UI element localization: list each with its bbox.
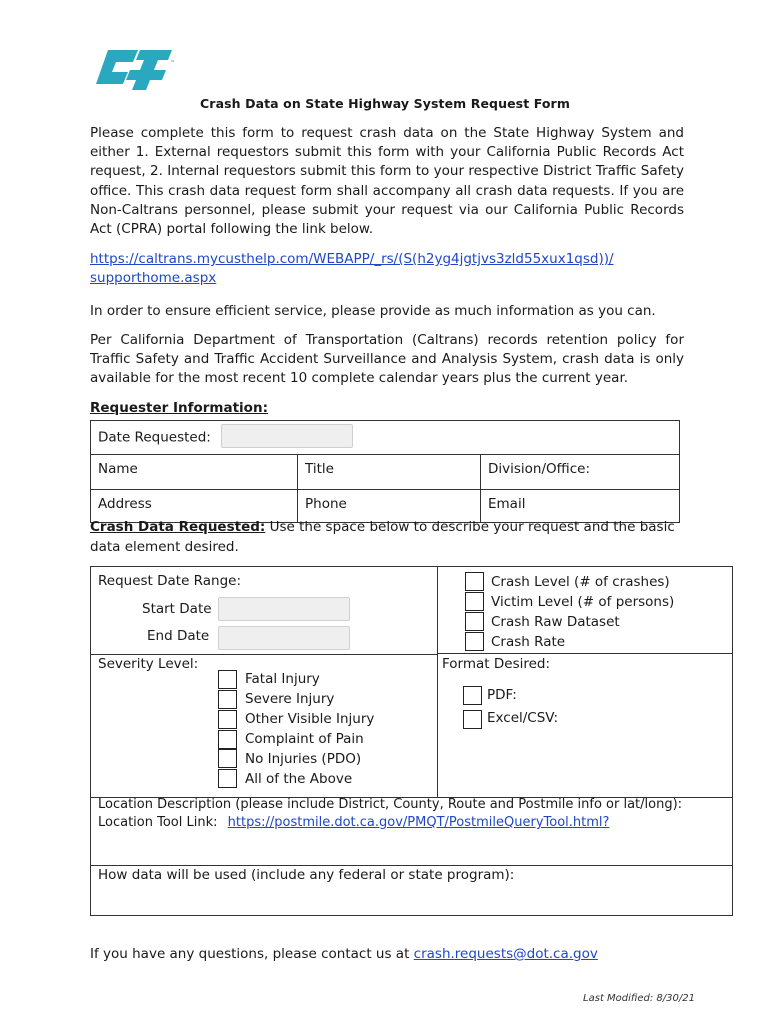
- crash-rate-label: Crash Rate: [491, 634, 566, 650]
- crash-data-box: [90, 566, 733, 916]
- victim-level-label: Victim Level (# of persons): [491, 594, 675, 610]
- pdf-checkbox[interactable]: [463, 686, 482, 705]
- date-requested-cell: [91, 421, 680, 455]
- contact-email-link[interactable]: crash.requests@dot.ca.gov: [413, 946, 598, 962]
- location-tool-link[interactable]: https://postmile.dot.ca.gov/PMQT/PostmileQueryTool.html?: [227, 815, 610, 830]
- email-label: Email: [488, 496, 526, 512]
- row-divider-right: [437, 653, 732, 654]
- division-label: Division/Office:: [488, 461, 590, 477]
- date-range-label: Request Date Range:: [98, 573, 242, 589]
- severity-label: Severity Level:: [98, 656, 199, 672]
- excel-csv-checkbox[interactable]: [463, 710, 482, 729]
- date-requested-label: Date Requested:: [98, 429, 211, 446]
- severe-injury-checkbox[interactable]: [218, 690, 237, 709]
- date-requested-input[interactable]: [221, 424, 353, 448]
- victim-level-checkbox[interactable]: [465, 592, 484, 611]
- end-date-input[interactable]: [218, 626, 350, 650]
- excel-csv-label: Excel/CSV:: [487, 710, 558, 726]
- form-title: Crash Data on State Highway System Request Form: [200, 96, 570, 111]
- requester-heading: Requester Information:: [90, 400, 268, 416]
- severe-injury-label: Severe Injury: [245, 691, 335, 707]
- contact-text: If you have any questions, please contact us at: [90, 946, 414, 962]
- cpra-link[interactable]: [90, 250, 684, 288]
- title-label: Title: [305, 461, 334, 477]
- retention-policy-text: Per California Department of Transportation (Caltrans) records retention policy for Traffic Safety and Traffic Accident Surveillance and Analysis System, crash data is only available for the most recent 10 complete calendar years plus the current year.: [90, 332, 684, 387]
- intro-paragraph: Please complete this form to request crash data on the State Highway System and either 1. External requestors submit this form with your California Public Records Act request, 2. Internal requestors submit this form to your respective District Traffic Safety office. This crash data request form shall accompany all crash data requests. If you are Non-Caltrans personnel, please submit your request via our California Public Records Act (CPRA) portal following the link below.: [90, 125, 684, 238]
- crash-data-heading-bold: Crash Data Requested:: [90, 519, 266, 535]
- address-label: Address: [98, 496, 152, 512]
- all-of-the-above-label: All of the Above: [245, 771, 353, 787]
- pdf-label: PDF:: [487, 687, 517, 703]
- crash-data-heading: [90, 518, 684, 557]
- row-divider-left: [91, 654, 437, 655]
- complaint-of-pain-label: Complaint of Pain: [245, 731, 364, 747]
- contact-line: [90, 946, 598, 962]
- start-date-label: Start Date: [142, 601, 212, 617]
- fatal-injury-label: Fatal Injury: [245, 671, 320, 687]
- name-label: Name: [98, 461, 138, 477]
- other-visible-injury-checkbox[interactable]: [218, 710, 237, 729]
- last-modified: Last Modified: 8/30/21: [583, 993, 695, 1004]
- usage-label: How data will be used (include any federal or state program):: [98, 867, 515, 883]
- crash-raw-dataset-checkbox[interactable]: [465, 612, 484, 631]
- crash-data-description: Use the space below to describe your request and the basic data element desired.: [90, 519, 675, 555]
- name-cell[interactable]: [91, 455, 298, 490]
- location-description-label: Location Description (please include District, County, Route and Postmile info or lat/long):: [98, 797, 683, 812]
- other-visible-injury-label: Other Visible Injury: [245, 711, 375, 727]
- svg-text:™: ™: [170, 60, 175, 66]
- crash-rate-checkbox[interactable]: [465, 632, 484, 651]
- crash-level-checkbox[interactable]: [465, 572, 484, 591]
- cpra-link-line2[interactable]: supporthome.aspx: [90, 270, 217, 287]
- division-cell[interactable]: [481, 455, 680, 490]
- efficient-service-text: In order to ensure efficient service, please provide as much information as you can.: [90, 303, 656, 319]
- location-tool-row: [98, 815, 609, 830]
- all-of-the-above-checkbox[interactable]: [218, 769, 237, 788]
- no-injuries-label: No Injuries (PDO): [245, 751, 362, 767]
- title-cell[interactable]: [298, 455, 481, 490]
- fatal-injury-checkbox[interactable]: [218, 670, 237, 689]
- start-date-input[interactable]: [218, 597, 350, 621]
- crash-level-label: Crash Level (# of crashes): [491, 574, 670, 590]
- column-divider: [437, 567, 438, 797]
- crash-raw-dataset-label: Crash Raw Dataset: [491, 614, 620, 630]
- end-date-label: End Date: [147, 628, 210, 644]
- phone-label: Phone: [305, 496, 347, 512]
- format-label: Format Desired:: [442, 656, 551, 672]
- caltrans-logo-icon: [92, 46, 176, 94]
- complaint-of-pain-checkbox[interactable]: [218, 730, 237, 749]
- row-divider-usage: [91, 865, 732, 866]
- location-tool-label: Location Tool Link:: [98, 815, 218, 830]
- requester-table: [90, 420, 680, 523]
- no-injuries-checkbox[interactable]: [218, 749, 237, 768]
- cpra-link-line1[interactable]: https://caltrans.mycusthelp.com/WEBAPP/_rs/(S(h2yg4jgtjvs3zld55xux1qsd))/: [90, 251, 614, 267]
